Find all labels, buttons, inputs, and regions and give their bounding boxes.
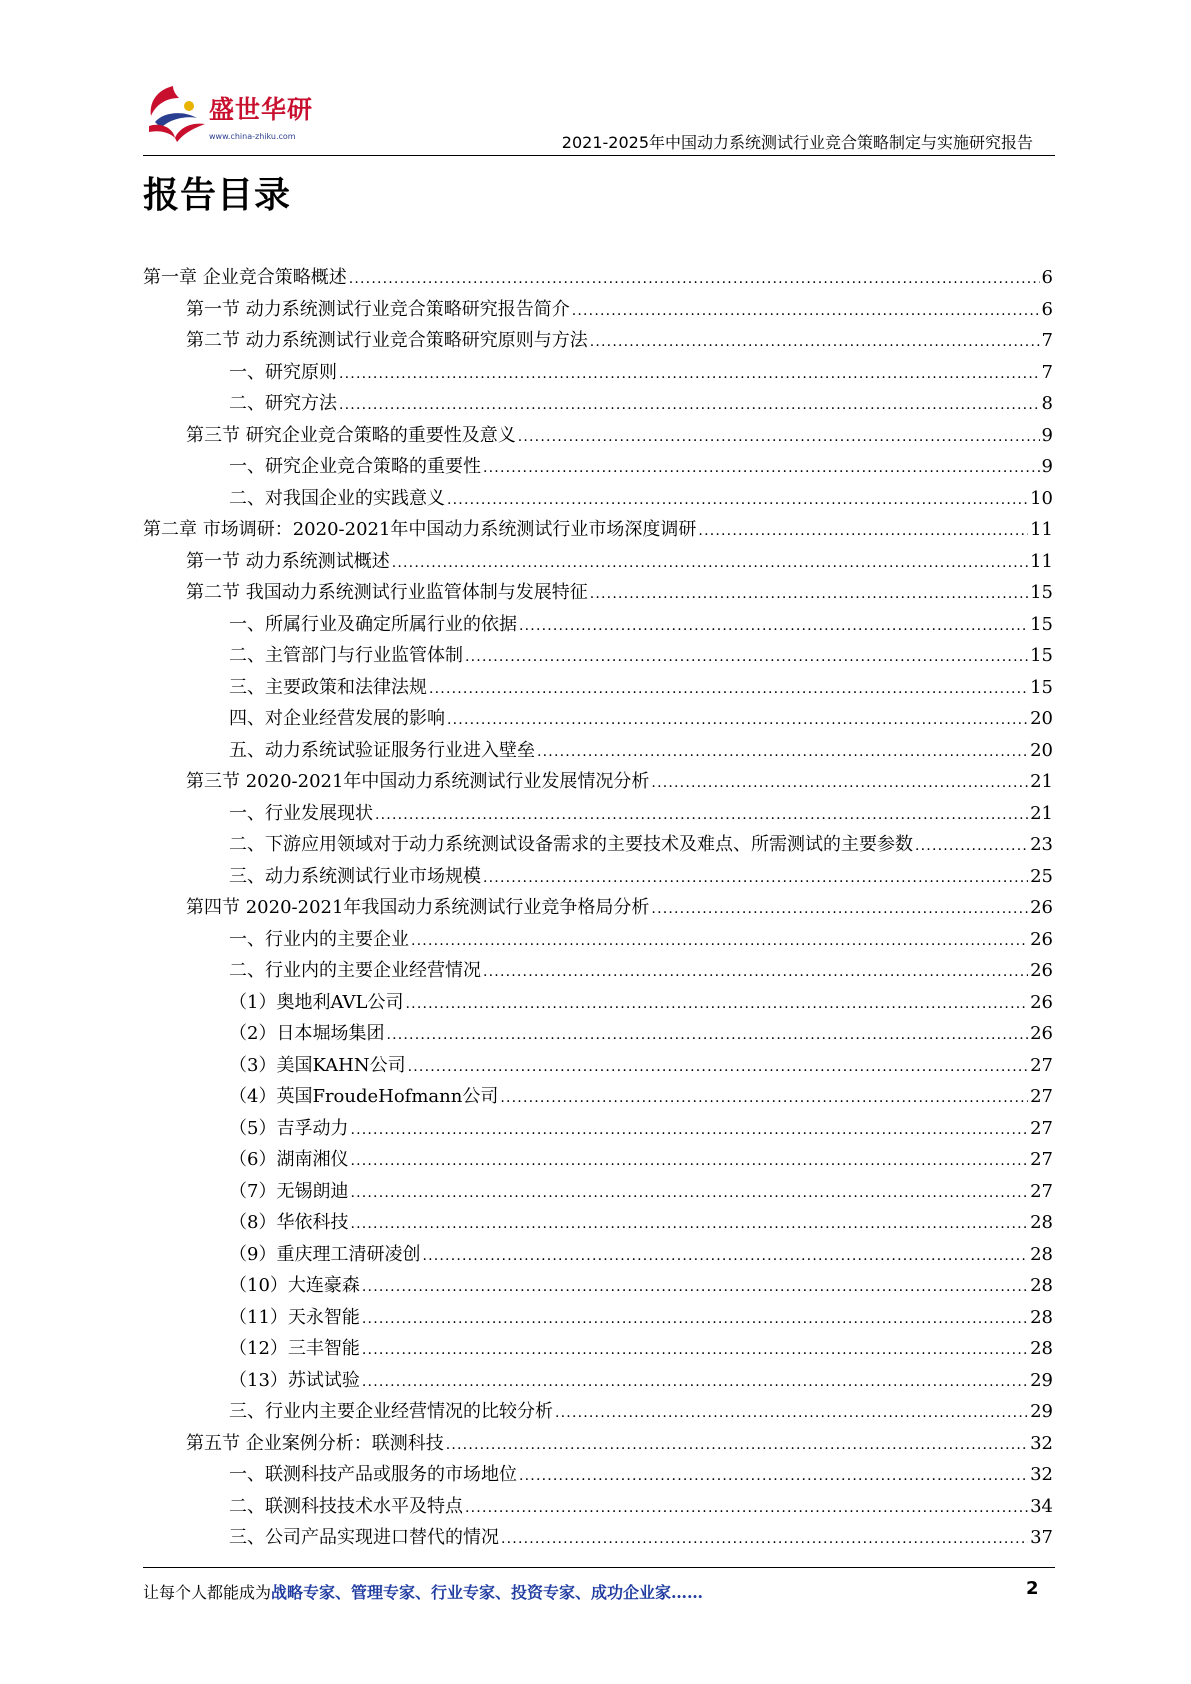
toc-entry-page: 28 [1030,1275,1053,1296]
toc-entry[interactable] [143,325,1053,357]
toc-entry-page: 27 [1030,1086,1053,1107]
toc-entry-label: 第五节 企业案例分析：联测科技 [186,1432,444,1454]
toc-entry-label: 第四节 2020-2021年我国动力系统测试行业竞争格局分析 [186,897,650,918]
toc-entry-page: 15 [1030,613,1053,635]
toc-entry-label: 第三节 研究企业竞合策略的重要性及意义 [186,424,516,446]
toc-dot-leader [555,1398,1028,1430]
toc-entry-page: 6 [1041,267,1053,288]
toc-entry-label: 第一节 动力系统测试行业竞合策略研究报告简介 [186,298,570,320]
toc-dot-leader [590,327,1040,359]
toc-dot-leader [651,894,1028,926]
toc-dot-leader [572,296,1040,328]
company-logo [143,82,313,148]
toc-entry-page: 15 [1030,645,1053,666]
toc-entry-label: （4）英国FroudeHofmann公司 [229,1086,499,1107]
toc-dot-leader [362,1304,1028,1336]
toc-entry[interactable] [143,1302,1053,1334]
toc-entry[interactable] [143,294,1053,326]
toc-entry[interactable] [143,1396,1053,1428]
toc-entry-page: 20 [1030,739,1053,761]
toc-entry[interactable] [143,766,1053,798]
toc-entry-label: 三、公司产品实现进口替代的情况 [229,1527,499,1548]
toc-entry-label: 一、行业内的主要企业 [229,928,409,950]
toc-dot-leader [406,989,1029,1021]
logo-url: www.china-zhiku.com [209,132,296,141]
toc-entry-page: 9 [1041,456,1053,477]
toc-entry[interactable] [143,892,1053,924]
toc-entry-label: （8）华依科技 [229,1212,349,1233]
toc-entry-label: 一、联测科技产品或服务的市场地位 [229,1464,517,1485]
toc-entry-label: 第二节 动力系统测试行业竞合策略研究原则与方法 [186,330,588,351]
table-of-contents [143,262,1053,1554]
toc-entry-page: 10 [1030,487,1053,509]
report-title: 2021-2025年中国动力系统测试行业竞合策略制定与实施研究报告 [561,133,1033,152]
toc-entry[interactable] [143,735,1053,767]
toc-entry[interactable] [143,829,1053,861]
toc-entry-page: 25 [1030,865,1053,887]
toc-entry[interactable] [143,1050,1053,1082]
toc-entry-page: 6 [1041,298,1053,320]
toc-entry[interactable] [143,640,1053,672]
toc-entry-label: 三、主要政策和法律法规 [229,676,427,698]
toc-dot-leader [519,611,1028,643]
toc-entry[interactable] [143,1491,1053,1523]
toc-dot-leader [519,1461,1028,1493]
toc-entry[interactable] [143,1176,1053,1208]
toc-entry-page: 27 [1030,1054,1053,1076]
toc-dot-leader [362,1335,1028,1367]
toc-dot-leader [537,737,1028,769]
toc-entry-page: 28 [1030,1243,1053,1265]
footer-slogan-highlight: 战略专家、管理专家、行业专家、投资专家、成功企业家…… [271,1583,704,1602]
toc-entry-page: 26 [1030,991,1053,1013]
toc-entry-page: 32 [1030,1432,1053,1454]
toc-entry[interactable] [143,1207,1053,1239]
toc-entry-label: （11）天永智能 [229,1306,360,1328]
toc-entry-page: 26 [1030,928,1053,950]
toc-entry-label: 二、下游应用领域对于动力系统测试设备需求的主要技术及难点、所需测试的主要参数 [229,834,913,855]
header-divider [143,155,1055,156]
toc-dot-leader [386,1020,1028,1052]
toc-entry[interactable] [143,987,1053,1019]
toc-dot-leader [465,1493,1028,1525]
toc-dot-leader [349,264,1040,296]
toc-entry-label: 第一节 动力系统测试概述 [186,550,390,572]
toc-dot-leader [465,642,1028,674]
toc-entry-page: 11 [1030,519,1053,540]
toc-entry-page: 29 [1030,1369,1053,1391]
toc-entry-page: 9 [1041,424,1053,446]
toc-entry[interactable] [143,1333,1053,1365]
toc-entry-page: 34 [1030,1495,1053,1517]
toc-dot-leader [501,1524,1028,1556]
toc-entry-label: 第二节 我国动力系统测试行业监管体制与发展特征 [186,582,588,603]
footer-slogan [143,1580,703,1603]
toc-dot-leader [590,579,1028,611]
toc-entry-page: 37 [1030,1527,1053,1548]
toc-entry-page: 26 [1030,897,1053,918]
toc-entry[interactable] [143,1522,1053,1554]
toc-entry-label: 二、研究方法 [229,393,337,414]
toc-dot-leader [362,1272,1028,1304]
toc-entry-page: 21 [1030,802,1053,824]
toc-entry-page: 27 [1030,1149,1053,1170]
toc-entry-label: 二、主管部门与行业监管体制 [229,645,463,666]
toc-entry-page: 28 [1030,1306,1053,1328]
footer-divider [143,1567,1055,1568]
toc-entry-label: （6）湖南湘仪 [229,1149,349,1170]
toc-entry-page: 26 [1030,1023,1053,1044]
toc-dot-leader [518,422,1040,454]
toc-dot-leader [483,957,1028,989]
toc-dot-leader [483,863,1028,895]
toc-entry[interactable] [143,420,1053,452]
toc-dot-leader [651,768,1028,800]
toc-entry-page: 26 [1030,960,1053,981]
toc-entry-label: （10）大连豪森 [229,1275,360,1296]
toc-entry-label: 一、所属行业及确定所属行业的依据 [229,613,517,635]
toc-entry-page: 15 [1030,676,1053,698]
toc-dot-leader [339,390,1040,422]
toc-entry-label: （9）重庆理工清研凌创 [229,1243,421,1265]
toc-entry[interactable] [143,861,1053,893]
toc-entry-page: 28 [1030,1338,1053,1359]
toc-entry-label: （5）吉孚动力 [229,1117,349,1139]
toc-entry-label: 三、动力系统测试行业市场规模 [229,865,481,887]
toc-dot-leader [408,1052,1028,1084]
toc-entry[interactable] [143,1459,1053,1491]
toc-entry[interactable] [143,798,1053,830]
toc-entry-page: 23 [1030,834,1053,855]
toc-dot-leader [483,453,1040,485]
toc-entry-page: 7 [1041,330,1053,351]
toc-entry-page: 28 [1030,1212,1053,1233]
toc-dot-leader [339,359,1040,391]
toc-entry-label: 一、研究企业竞合策略的重要性 [229,456,481,477]
toc-entry-label: （2）日本堀场集团 [229,1023,385,1044]
toc-entry[interactable] [143,1239,1053,1271]
toc-entry-page: 20 [1030,708,1053,729]
toc-entry[interactable] [143,703,1053,735]
toc-entry-page: 8 [1041,393,1053,414]
toc-dot-leader [375,800,1028,832]
toc-entry-label: 四、对企业经营发展的影响 [229,708,445,729]
toc-entry-label: 一、行业发展现状 [229,802,373,824]
toc-entry-label: 二、对我国企业的实践意义 [229,487,445,509]
toc-entry-label: 三、行业内主要企业经营情况的比较分析 [229,1401,553,1422]
toc-entry[interactable] [143,388,1053,420]
toc-dot-leader [350,1209,1028,1241]
logo-mark-icon [143,82,209,148]
toc-dot-leader [392,548,1028,580]
toc-dot-leader [447,705,1028,737]
toc-entry[interactable] [143,1018,1053,1050]
toc-entry[interactable] [143,672,1053,704]
toc-entry[interactable] [143,609,1053,641]
toc-entry-label: （12）三丰智能 [229,1338,360,1359]
toc-entry-page: 7 [1041,361,1053,383]
page-title: 报告目录 [143,175,292,216]
toc-entry-label: 第三节 2020-2021年中国动力系统测试行业发展情况分析 [186,771,650,792]
toc-dot-leader [362,1367,1028,1399]
toc-entry[interactable] [143,1365,1053,1397]
toc-entry-page: 32 [1030,1464,1053,1485]
toc-entry[interactable] [143,483,1053,515]
toc-entry[interactable] [143,577,1053,609]
toc-entry[interactable] [143,1113,1053,1145]
toc-entry-label: 二、联测科技技术水平及特点 [229,1495,463,1517]
toc-entry[interactable] [143,955,1053,987]
toc-entry-page: 27 [1030,1180,1053,1202]
toc-dot-leader [500,1083,1028,1115]
toc-dot-leader [350,1146,1028,1178]
toc-dot-leader [446,1430,1028,1462]
toc-entry-label: 第一章 企业竞合策略概述 [143,267,347,288]
logo-name: 盛世华研 [209,95,314,124]
toc-dot-leader [350,1178,1028,1210]
toc-entry-label: （7）无锡朗迪 [229,1180,349,1202]
toc-entry-page: 29 [1030,1401,1053,1422]
toc-entry-label: （13）苏试试验 [229,1369,360,1391]
toc-entry-page: 15 [1030,582,1053,603]
toc-entry[interactable] [143,546,1053,578]
toc-entry[interactable] [143,262,1053,294]
toc-entry-label: （1）奥地利AVL公司 [229,991,404,1013]
toc-entry[interactable] [143,357,1053,389]
toc-entry-label: （3）美国KAHN公司 [229,1054,406,1076]
toc-dot-leader [915,831,1028,863]
toc-entry[interactable] [143,924,1053,956]
toc-entry-label: 第二章 市场调研：2020-2021年中国动力系统测试行业市场深度调研 [143,519,697,540]
toc-entry[interactable] [143,514,1053,546]
toc-entry-page: 11 [1030,550,1053,572]
toc-dot-leader [422,1241,1028,1273]
toc-entry[interactable] [143,1144,1053,1176]
toc-dot-leader [447,485,1028,517]
toc-entry-page: 21 [1030,771,1053,792]
toc-entry-page: 27 [1030,1117,1053,1139]
page-header [143,82,1055,158]
toc-dot-leader [411,926,1028,958]
toc-entry-label: 五、动力系统试验证服务行业进入壁垒 [229,739,535,761]
toc-entry-label: 二、行业内的主要企业经营情况 [229,960,481,981]
toc-entry-label: 一、研究原则 [229,361,337,383]
toc-entry[interactable] [143,1428,1053,1460]
toc-entry[interactable] [143,1270,1053,1302]
toc-entry[interactable] [143,1081,1053,1113]
toc-dot-leader [698,516,1028,548]
page-number: 2 [1026,1578,1039,1599]
footer-slogan-prefix: 让每个人都能成为 [143,1583,272,1602]
toc-dot-leader [429,674,1028,706]
toc-dot-leader [350,1115,1028,1147]
toc-entry[interactable] [143,451,1053,483]
